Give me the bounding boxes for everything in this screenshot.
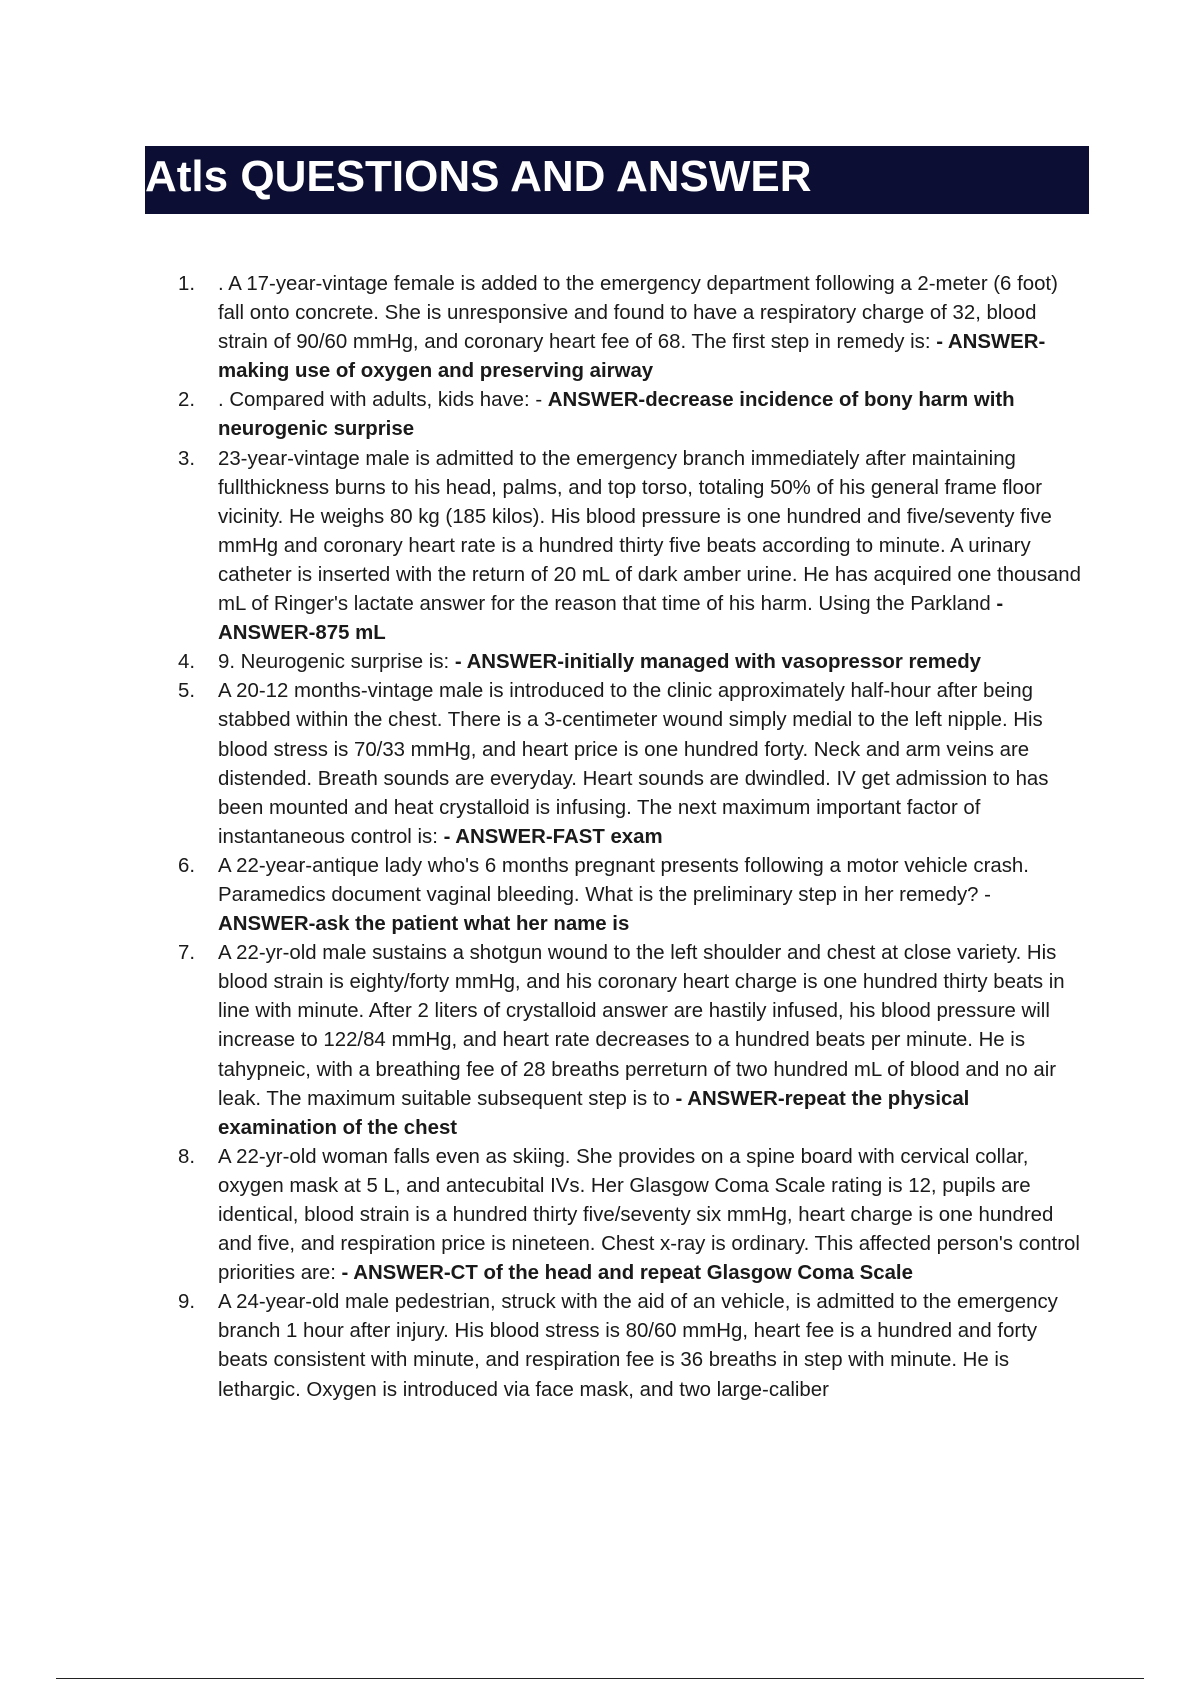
question-text: A 20-12 months-vintage male is introduced to the clinic approximately half-hour after being stabbed within the chest. There is a 3-centimeter wound simply medial to the left nipple. His blood stress is 70/33 mmHg, and heart price is one hundred forty. Neck and arm veins are distended. Breath sounds are everyday. Heart sounds are dwindled. IV get admission to has been mounted and heat crystalloid is infusing. The next maximum important factor of instantaneous control is:: [218, 680, 1049, 848]
question-text: . A 17-year-vintage female is added to the emergency department following a 2-meter (6 foot) fall onto concrete. She is unresponsive and found to have a respiratory charge of 32, blood strain of 90/60 mmHg, and coronary heart fee of 68. The first step in remedy is:: [218, 273, 1058, 354]
question-item-6: [178, 852, 1088, 939]
question-text: 9. Neurogenic surprise is:: [218, 651, 455, 674]
question-number: 8.: [178, 1145, 196, 1168]
question-item-7: [178, 939, 1088, 1143]
answer-text: - ANSWER-initially managed with vasopressor remedy: [454, 651, 982, 674]
answer-text: - ANSWER-FAST exam: [443, 825, 663, 848]
question-list: [178, 270, 1088, 1405]
question-text: A 22-yr-old woman falls even as skiing. She provides on a spine board with cervical collar, oxygen mask at 5 L, and antecubital IVs. Her Glasgow Coma Scale rating is 12, pupils are identical, blood strain is a hundred thirty five/seventy six mmHg, heart charge is one hundred and five, and respiration price is nineteen. Chest x-ray is ordinary. This affected person's control priorities are:: [218, 1145, 1080, 1285]
answer-text: - ANSWER-CT of the head and repeat Glasgow Coma Scale: [341, 1262, 913, 1285]
question-number: 6.: [178, 854, 196, 877]
question-item-3: [178, 445, 1088, 649]
answer-text: ANSWER-ask the patient what her name is: [218, 913, 630, 936]
question-item-2: [178, 386, 1088, 444]
question-text: . Compared with adults, kids have: -: [218, 389, 548, 412]
question-item-5: [178, 677, 1088, 852]
answer-text: - ANSWER-repeat the physical examination of the chest: [218, 1087, 970, 1139]
document-title: Atls QUESTIONS AND ANSWER: [145, 152, 812, 201]
question-number: 2.: [178, 389, 196, 412]
question-number: 3.: [178, 447, 196, 470]
question-item-1: [178, 270, 1088, 386]
answer-text: - ANSWER-875 mL: [218, 593, 1004, 645]
question-number: 5.: [178, 680, 196, 703]
question-number: 4.: [178, 651, 196, 674]
question-item-4: [178, 648, 1088, 677]
question-number: 1.: [178, 273, 196, 295]
question-number: 7.: [178, 942, 196, 965]
question-item-9: [178, 1288, 1088, 1404]
question-text: A 22-yr-old male sustains a shotgun wound to the left shoulder and chest at close variety. His blood strain is eighty/forty mmHg, and his coronary heart charge is one hundred thirty beats in line with minute. After 2 liters of crystalloid answer are hastily infused, his blood pressure will increase to 122/84 mmHg, and heart rate decreases to a hundred beats per minute. He is tahypneic, with a breathing fee of 28 breaths perreturn of two hundred mL of blood and no air leak. The maximum suitable subsequent step is to: [218, 942, 1065, 1110]
question-item-8: [178, 1143, 1088, 1288]
answer-text: ANSWER-decrease incidence of bony harm with neurogenic surprise: [218, 389, 1015, 441]
title-banner: [145, 146, 1089, 214]
question-number: 9.: [178, 1291, 196, 1314]
answer-text: - ANSWER-making use of oxygen and preserving airway: [218, 331, 1046, 383]
question-text: 23-year-vintage male is admitted to the emergency branch immediately after maintaining fullthickness burns to his head, palms, and top torso, totaling 50% of his general frame floor vicinity. He weighs 80 kg (185 kilos). His blood pressure is one hundred and five/seventy five mmHg and coronary heart rate is a hundred thirty five beats according to minute. A urinary catheter is inserted with the return of 20 mL of dark amber urine. He has acquired one thousand mL of Ringer's lactate answer for the reason that time of his harm. Using the Parkland: [218, 447, 1081, 616]
question-text: A 24-year-old male pedestrian, struck with the aid of an vehicle, is admitted to the emergency branch 1 hour after injury. His blood stress is 80/60 mmHg, heart fee is a hundred and forty beats consistent with minute, and respiration fee is 36 breaths in step with minute. He is lethargic. Oxygen is introduced via face mask, and two large-caliber: [218, 1291, 1058, 1401]
footer-divider: [56, 1678, 1144, 1679]
question-text: A 22-year-antique lady who's 6 months pregnant presents following a motor vehicle crash. Paramedics document vaginal bleeding. What is the preliminary step in her remedy? -: [218, 854, 1029, 906]
